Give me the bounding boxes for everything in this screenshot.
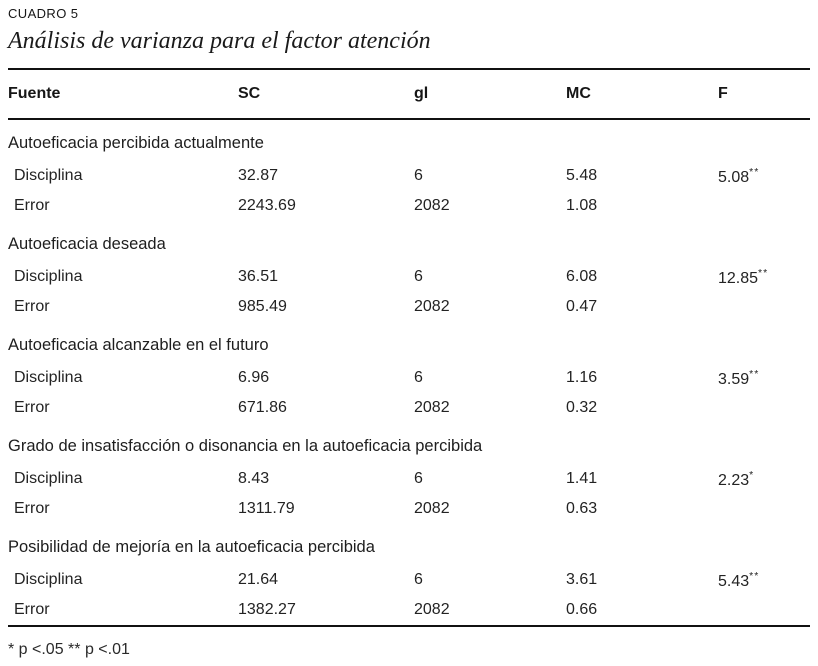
table-body: [8, 120, 810, 625]
cell-mc: 0.47: [566, 298, 598, 315]
column-header-mc: MC: [566, 85, 591, 102]
column-header-fuente: Fuente: [8, 85, 61, 102]
cell-sc: 2243.69: [238, 197, 296, 214]
cell-gl: 6: [414, 167, 423, 184]
cell-sc: 21.64: [238, 571, 279, 588]
column-header-gl: gl: [414, 85, 429, 102]
cell-mc: 0.32: [566, 399, 598, 416]
cell-mc: 1.41: [566, 470, 598, 487]
table-section: [8, 221, 810, 322]
table-row: [8, 494, 810, 524]
cell-fuente: Disciplina: [14, 571, 83, 588]
table-number-label: CUADRO 5: [8, 6, 79, 21]
table-row: [8, 595, 810, 625]
cell-mc: 5.48: [566, 167, 598, 184]
table-row: [8, 161, 810, 191]
cell-mc: 0.66: [566, 601, 598, 618]
table-row: [8, 262, 810, 292]
column-header-sc: SC: [238, 85, 261, 102]
cell-f: 5.43**: [718, 569, 760, 590]
significance-marker: **: [758, 266, 769, 279]
cell-gl: 2082: [414, 500, 450, 517]
cell-mc: 1.08: [566, 197, 598, 214]
cell-gl: 2082: [414, 197, 450, 214]
significance-marker: **: [749, 569, 760, 582]
cell-gl: 2082: [414, 298, 450, 315]
table-row: [8, 464, 810, 494]
table-row: [8, 292, 810, 322]
table-row: [8, 363, 810, 393]
cell-sc: 985.49: [238, 298, 287, 315]
significance-marker: **: [749, 367, 760, 380]
cell-sc: 36.51: [238, 268, 279, 285]
cell-gl: 6: [414, 470, 423, 487]
cell-f: 5.08**: [718, 165, 760, 186]
cell-sc: 671.86: [238, 399, 287, 416]
table-section: [8, 322, 810, 423]
table-section: [8, 524, 810, 625]
cell-fuente: Error: [14, 500, 50, 517]
cell-mc: 6.08: [566, 268, 598, 285]
cell-f: 2.23*: [718, 468, 755, 489]
cell-gl: 2082: [414, 601, 450, 618]
column-header-f: F: [718, 85, 728, 102]
significance-footnote: * p <.05 ** p <.01: [8, 640, 130, 658]
section-title: Grado de insatisfacción o disonancia en la autoeficacia percibida: [8, 437, 483, 455]
cell-mc: 3.61: [566, 571, 598, 588]
table-section: [8, 120, 810, 221]
table-row: [8, 565, 810, 595]
cell-fuente: Error: [14, 197, 50, 214]
cell-f: 3.59**: [718, 367, 760, 388]
cell-fuente: Disciplina: [14, 268, 83, 285]
section-title: Autoeficacia deseada: [8, 235, 166, 253]
cell-fuente: Disciplina: [14, 167, 83, 184]
significance-marker: **: [749, 165, 760, 178]
cell-f: 12.85**: [718, 266, 769, 287]
cell-gl: 6: [414, 571, 423, 588]
cell-fuente: Disciplina: [14, 470, 83, 487]
cell-sc: 32.87: [238, 167, 279, 184]
significance-marker: *: [749, 468, 755, 481]
cell-sc: 8.43: [238, 470, 270, 487]
cell-fuente: Error: [14, 601, 50, 618]
bottom-rule-divider: [8, 625, 810, 627]
table-section: [8, 423, 810, 524]
section-title: Autoeficacia percibida actualmente: [8, 134, 264, 152]
table-title: Análisis de varianza para el factor atención: [8, 28, 431, 54]
cell-mc: 1.16: [566, 369, 598, 386]
section-title: Posibilidad de mejoría en la autoeficacia percibida: [8, 538, 375, 556]
cell-gl: 6: [414, 268, 423, 285]
cell-sc: 1382.27: [238, 601, 296, 618]
table-header-row: [8, 70, 810, 118]
cell-sc: 1311.79: [238, 500, 295, 517]
table-row: [8, 191, 810, 221]
cell-fuente: Disciplina: [14, 369, 83, 386]
cell-mc: 0.63: [566, 500, 598, 517]
cell-sc: 6.96: [238, 369, 270, 386]
section-title: Autoeficacia alcanzable en el futuro: [8, 336, 269, 354]
cell-gl: 2082: [414, 399, 450, 416]
cell-fuente: Error: [14, 298, 50, 315]
table-row: [8, 393, 810, 423]
cell-fuente: Error: [14, 399, 50, 416]
cell-gl: 6: [414, 369, 423, 386]
